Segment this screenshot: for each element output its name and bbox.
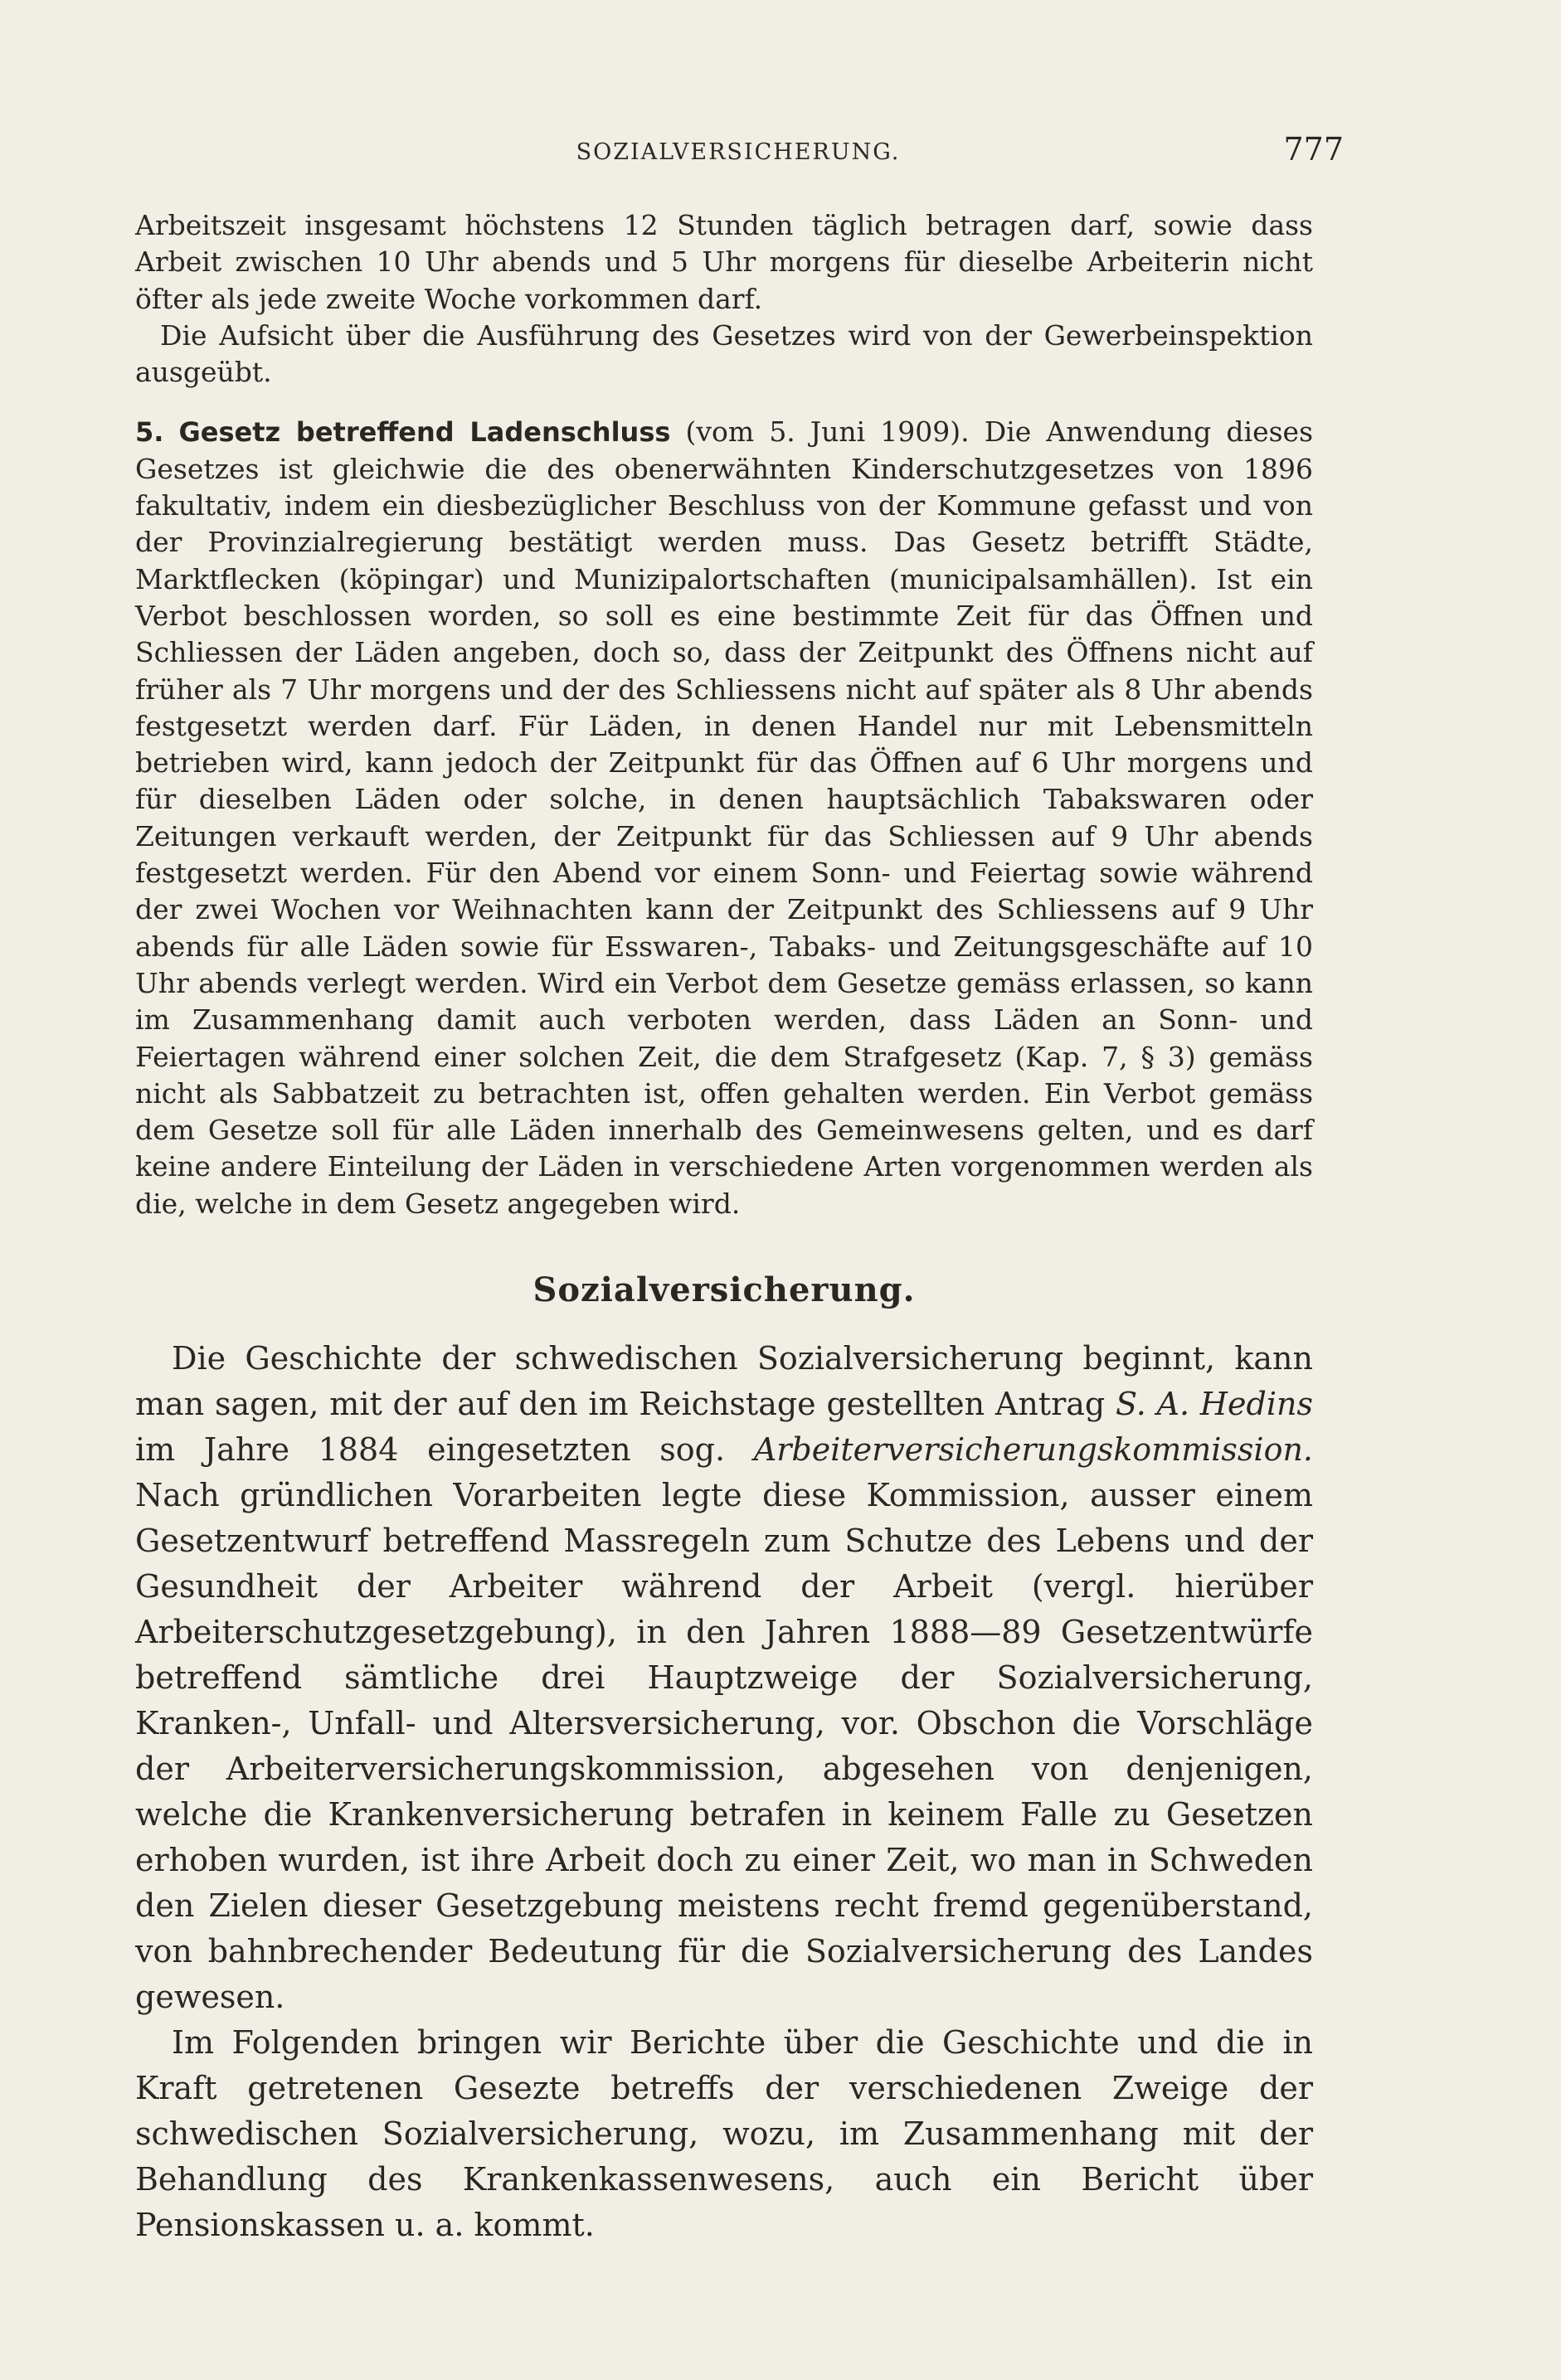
paragraph-following: Im Folgenden bringen wir Berichte über die Geschichte und die in Kraft getretenen Gesezte betreffs der verschiedenen Zweige der schwedischen Sozialversicherung, wozu, im Zusammenhang mit der Behandlung des Krankenkassenwesens, auch ein Bericht über Pensionskassen u. a. kommt. [135, 2024, 1313, 2244]
section-title: Gesetz betreffend Ladenschluss [178, 416, 671, 449]
commission-name: Arbeiterversicherungskommission. [753, 1431, 1313, 1469]
paragraph-working-hours: Arbeitszeit insgesamt höchstens 12 Stunden täglich betragen darf, sowie dass Arbeit zwischen 10 Uhr abends und 5 Uhr morgens für dieselbe Arbeiterin nicht öfter als jede zweite Woche vorkommen darf. [135, 209, 1313, 315]
page-number: 777 [1283, 131, 1344, 168]
section-heading: Sozialversicherung. [532, 1270, 916, 1310]
large-print-section [135, 1336, 1313, 2248]
section-text: (vom 5. Juni 1909). Die Anwendung dieses Gesetzes ist gleichwie die des obenerwähnten Kinderschutzgesetzes von 1896 fakultativ, indem ein diesbezüglicher Beschluss von der Kommune gefasst und von der Provinzialregierung bestätigt werden muss. Das Gesetz betrifft Städte, Marktflecken (köpingar) und Munizipalortschaften (municipalsamhällen). Ist ein Verbot beschlossen worden, so soll es eine bestimmte Zeit für das Öffnen und Schliessen der Läden angeben, doch so, dass der Zeitpunkt des Öffnens nicht auf früher als 7 Uhr morgens und der des Schliessens nicht auf später als 8 Uhr abends festgesetzt werden darf. Für Läden, in denen Handel nur mit Lebensmitteln betrieben wird, kann jedoch der Zeitpunkt für das Öffnen auf 6 Uhr morgens und für dieselben Läden oder solche, in denen hauptsächlich Tabakswaren oder Zeitungen verkauft werden, der Zeitpunkt für das Schliessen auf 9 Uhr abends festgesetzt werden. Für den Abend vor einem Sonn- und Feiertag sowie während der zwei Wochen vor Weihnachten kann der Zeitpunkt des Schliessens auf 9 Uhr abends für alle Läden sowie für Esswaren-, Tabaks- und Zeitungsgeschäfte auf 10 Uhr abends verlegt werden. Wird ein Verbot dem Gesetze gemäss erlassen, so kann im Zusammenhang damit auch verboten werden, dass Läden an Sonn- und Feiertagen während einer solchen Zeit, die dem Strafgesetz (Kap. 7, § 3) gemäss nicht als Sabbatzeit zu betrachten ist, offen gehalten werden. Ein Verbot gemäss dem Gesetze soll für alle Läden innerhalb des Gemeinwesens gelten, und es darf keine andere Einteilung der Läden in verschiedene Arten vorgenommen werden als die, welche in dem Gesetz angegeben wird. [135, 415, 1313, 1220]
section-number: 5. [135, 416, 164, 449]
small-print-section [135, 207, 1313, 1222]
paragraph-supervision: Die Aufsicht über die Ausführung des Gesetzes wird von der Gewerbeinspektion ausgeübt. [135, 318, 1313, 389]
page-header [133, 126, 1344, 168]
history-text-2: im Jahre 1884 eingesetzten sog. [135, 1431, 754, 1469]
page-body [135, 207, 1313, 2248]
running-head: SOZIALVERSICHERUNG. [576, 139, 901, 165]
person-name: S. A. Hedins [1116, 1386, 1313, 1423]
history-text-1: Die Geschichte der schwedischen Sozialversicherung beginnt, kann man sagen, mit der auf den im Reichstage gestellten Antrag [135, 1340, 1313, 1423]
history-text-3: Nach gründlichen Vorarbeiten legte diese Kommission, ausser einem Gesetzentwurf betreffend Massregeln zum Schutze des Lebens und der Gesundheit der Arbeiter während der Arbeit (vergl. hierüber Arbeiterschutzgesetzgebung), in den Jahren 1888—89 Gesetzentwürfe betreffend sämtliche drei Hauptzweige der Sozialversicherung, Kranken-, Unfall- und Altersversicherung, vor. Obschon die Vorschläge der Arbeiterversicherungskommission, abgesehen von denjenigen, welche die Krankenversicherung betrafen in keinem Falle zu Gesetzen erhoben wurden, ist ihre Arbeit doch zu einer Zeit, wo man in Schweden den Zielen dieser Gesetzgebung meistens recht fremd gegenüberstand, von bahnbrechender Bedeutung für die Sozialversicherung des Landes gewesen. [135, 1477, 1313, 2016]
section-5-ladenschluss [135, 414, 1313, 1222]
paragraph-history [135, 1336, 1313, 2020]
